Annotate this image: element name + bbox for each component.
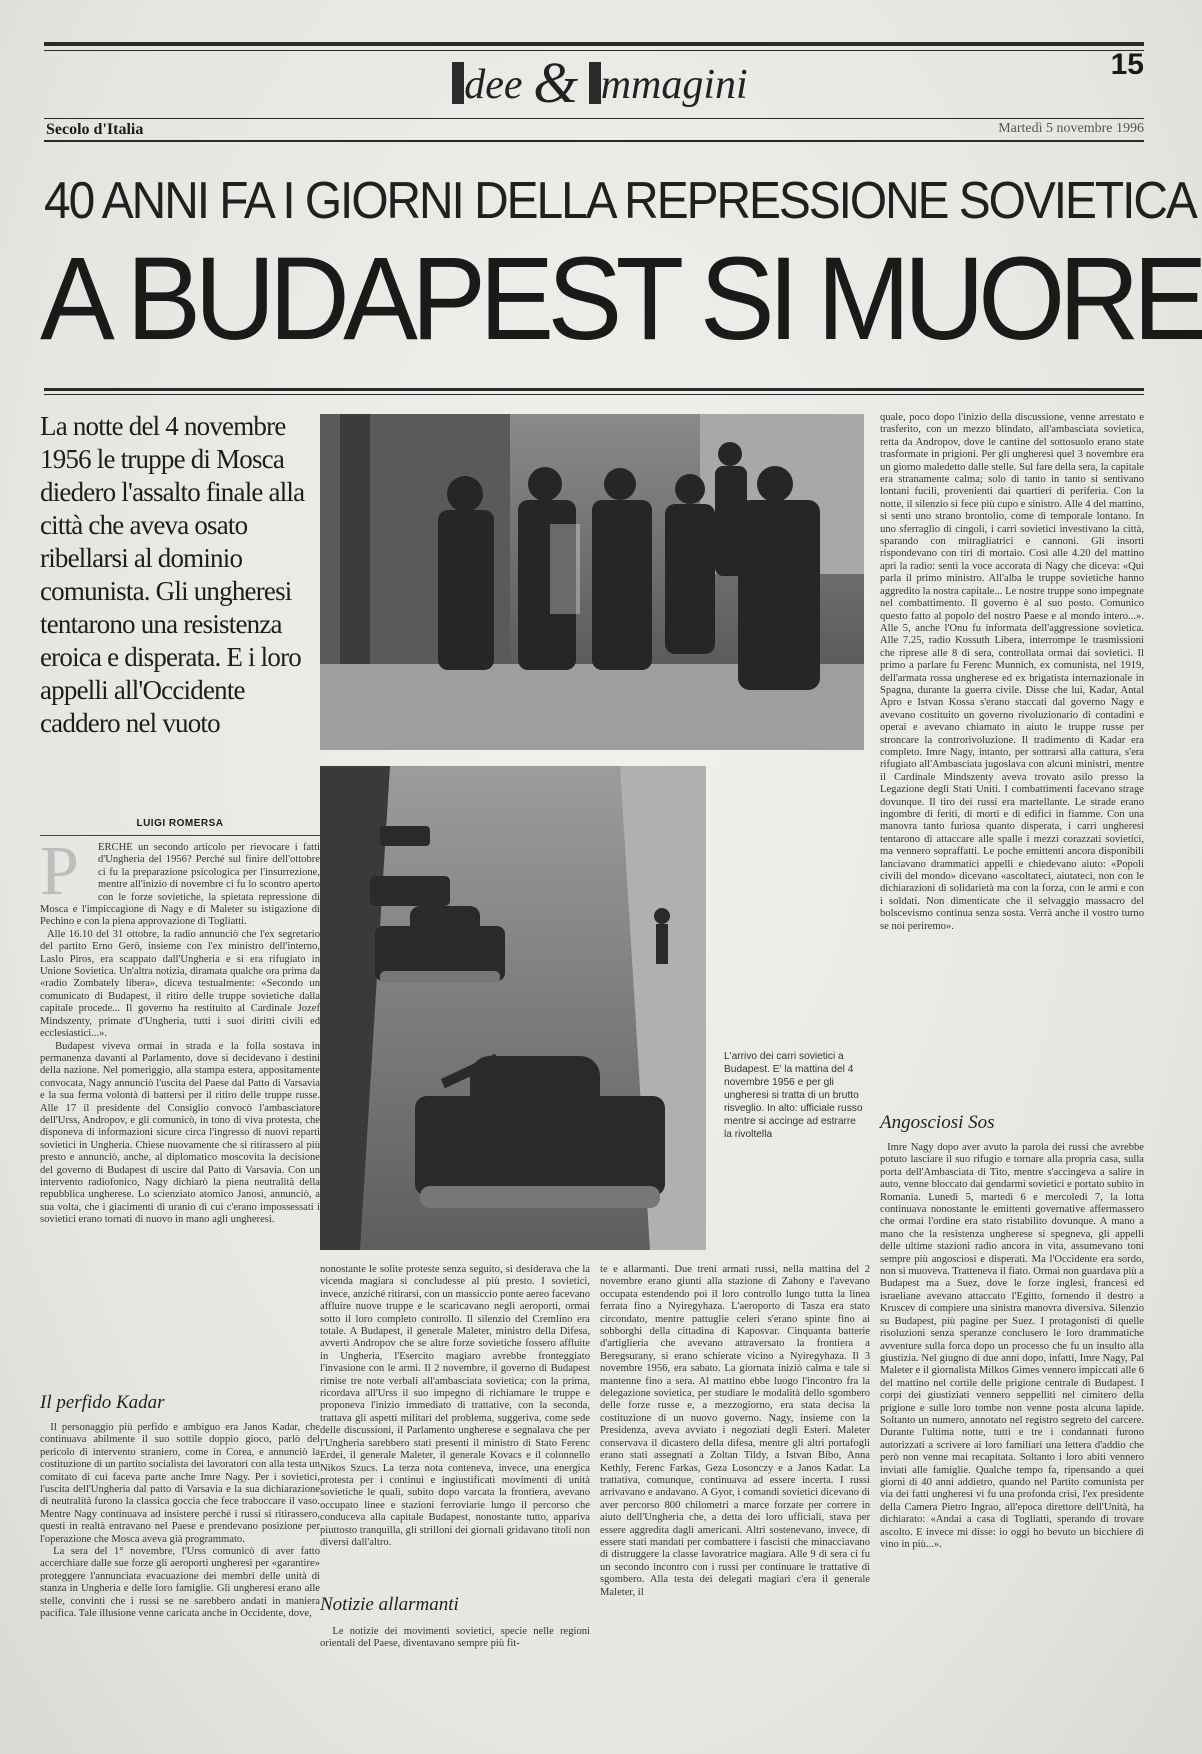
section-title-bar-icon bbox=[452, 62, 464, 104]
column-4-end bbox=[880, 1142, 1144, 1732]
photo-soviet-tanks-image bbox=[320, 766, 706, 1250]
issue-date: Martedì 5 novembre 1996 bbox=[998, 121, 1144, 136]
column-1-end bbox=[40, 1422, 320, 1732]
column-3-text bbox=[600, 1264, 870, 1704]
paragraph: te e allarmanti. Due treni armati russi, nella mattina del 2 novembre erano giunti alla stazione di Zahony e l'avevano occupata estendendo poi il loro controllo lungo tutta la linea ferrata fino a Nyiregyhaza. L'aeroporto di Tasza era stato circondato, mentre pattuglie celeri s'erano spinte fino ai sobborghi della cittadina di Kaposvar. Cinquanta batterie d'artiglieria che avevano attraversato la frontiera a Beregsurany, si erano schierate vicino a Nyiregyhaza. Il 3 novembre 1956, era sabato. La giornata iniziò calma e tale si mantenne fino a sera. Al mattino ebbe luogo l'incontro fra la delegazione sovietica, per studiare le modalità dello sgombero delle forze russe e, a mezzogiorno, era stata decisa la costituzione di un nuovo governo. Nagy, insieme con la Presidenza, aveva avviato i negoziati degli Esteri. Maleter conservava il dicastero della difesa, mentre gli altri portafogli erano stati assegnati a Zoltan Tildy, a Istvan Bibo, Anna Kethly, Ferenc Farkas, Geza Losonczy e a Janos Kadar. La trattativa, comunque, continuava ad essere incerta. I russi arrivavano e andavano. A Gyor, i comandi sovietici dicevano di aver percorso 800 chilometri a marce forzate per correre in aiuto dell'Ungheria che, a detta dei loro ufficiali, stava per essere aggredita dagli americani. Altri sostenevano, invece, di essere stati mandati per combattere i fascisti che minacciavano di distruggere la classe lavoratrice magiara. Alle 9 di sera ci fu un secondo incontro con i russi per continuare le trattative di sgombero. Alla testa dei delegati magiari c'era il generale Maleter, il bbox=[600, 1264, 870, 1598]
drop-cap: P bbox=[40, 842, 79, 910]
page-number: 15 bbox=[1110, 48, 1144, 81]
paragraph: ERCHÉ un secondo articolo per rievocare i fatti d'Ungheria del 1956? Perché sul finire dell'ottobre ci fu la preparazione psicologica per l'insurrezione, mentre all'inizio di novembre ci fu lo scontro aperto con le forze sovietiche, la spietata repressione di Mosca e l'impiccagione di Nagy e di Maleter su istigazione di Pechino e con la piena approvazione di Togliatti. bbox=[40, 842, 320, 928]
column-1-intro bbox=[40, 842, 320, 1347]
photo-caption: L'arrivo dei carri sovietici a Budapest. E' la mattina del 4 novembre 1956 e per gli ungheresi si tratta di un brutto risveglio. In alto: ufficiale russo mentre si accinge ad estrarre la rivoltella bbox=[724, 1051, 863, 1140]
paragraph: Il personaggio più perfido e ambiguo era Janos Kadar, che continuava abilmente il suo sottile doppio gioco, parlò del pericolo di intervento straniero, come in Corea, e annunciò la costituzione di un partito socialista dei lavoratori con alla testa un comitato di cui faceva parte anche Imre Nagy. Per i sovietici, l'uscita dell'Ungheria dal patto di Varsavia e la sua dichiarazione di neutralità furono la classica goccia che fece traboccare il vaso. Mentre Nagy continuava ad insistere perché i russi si ritirassero, questi in realtà entravano nel Paese e prendevano posizione per l'operazione che Mosca aveva già programmato. bbox=[40, 1422, 320, 1545]
section-title-second: mmagini bbox=[600, 62, 748, 108]
section-title-first: dee bbox=[464, 62, 523, 108]
paragraph: Budapest viveva ormai in strada e la folla sostava in permanenza davanti al Parlamento, dove si decidevano i destini della nazione. Nel pomeriggio, alla stampa estera, appositamente convocata, Nagy annunciò l'uscita del Paese dal Patto di Varsavia e la sua ferma volontà di battersi per il ritiro delle truppe russe. Alle 17 il presidente del Consiglio convocò l'ambasciatore dell'Urss, Andropov, e gli comunicò, in tono di viva protesta, che disponeva di informazioni sicure circa l'ingresso di nuovi reparti sovietici in Ungheria. Chiese nuovamente che si ritirassero al più presto e annunciò, anche, al diplomatico moscovita la decisione del governo di Budapest di uscire dal Patto di Varsavia. Con un intervento radiofonico, Nagy dichiarò la piena neutralità della repubblica ungherese. Lo scienziato atomico Janosi, annunciò, a sua volta, che i giacimenti di uranio di cui c'erano impossessati i sovietici erano tornati di nuovo in mano agli ungheresi. bbox=[40, 1040, 320, 1226]
section-title-ampersand: & bbox=[533, 50, 579, 115]
subheading-kadar: Il perfido Kadar bbox=[40, 1392, 165, 1413]
paragraph: Imre Nagy dopo aver avuto la parola dei russi che avrebbe potuto lasciare il suo rifugio e tornare alla propria casa, sulla porta dell'Ambasciata di Tito, mentre s'accingeva a salire in auto, venne bloccato dai gendarmi sovietici e portato subito in Romania. Lunedì 5, martedì 6 e mercoledì 7, la lotta continuava nonostante le emittenti governative affermassero che ormai l'ordine era stato ristabilito dovunque. A mano a mano che la resistenza ungherese si spegneva, gli appelli delle ultime stazioni radio ancora in vita, assumevano toni sempre più angosciosi e disperati. Ma l'Occidente era sordo, non si muoveva. Tratteneva il fiato. Ormai non guardava più a Budapest ma a Suez, dove le forze inglesi, francesi ed israeliane avevano attaccato l'Egitto, fornendo il destro a Kruscev di compiere una sinistra manovra diversiva. Silenzio su Budapest, più pagine per Suez. I protagonisti di quelle risoluzioni senza speranze conclusero le loro drammatiche avventure sulla forca dopo un processo che fu un insulto alla giustizia. Nel giugno di due anni dopo, infatti, Imre Nagy, Pal Maleter e il giornalista Milkos Gimes vennero impiccati alle 6 del mattino nel cortile delle prigione centrale di Budapest. I corpi dei giustiziati vennero seppelliti nel cimitero della prigione e sulle loro tombe non venne posta alcuna lapide. Soltanto un numero, annotato nel registro segreto del carcere. Durante l'ultima notte, tutti e tre i condannati furono autorizzati a scrivere ai loro familiari una lettera d'addio che però non venne mai recapitata. Soltanto i loro abiti vennero inviati alle famiglie. Qualche tempo fa, ripensando a quei giorni di 40 anni addietro, quando nel Partito comunista per via dei fatti ungheresi vi fu una profonda crisi, l'ex presidente della Camera Pietro Ingrao, all'epoca direttore dell'Unità, ha dichiarato: «Andai a casa di Togliatti, sperando di trovare ascolto. E invece mi disse: io oggi ho bevuto un bicchiere di vino in più...». bbox=[880, 1142, 1144, 1550]
lead-summary: La notte del 4 novembre 1956 le truppe di Mosca diedero l'assalto finale alla città che aveva osato ribellarsi al dominio comunista. Gli ungheresi tentarono una resistenza eroica e disperata. E i loro appelli all'Occidente caddero nel vuoto bbox=[40, 411, 305, 738]
photo-soviet-officers-image bbox=[320, 414, 864, 750]
top-rule bbox=[44, 42, 1144, 46]
photo-soviet-tanks bbox=[320, 766, 706, 1250]
column-2-end bbox=[320, 1626, 590, 1676]
paper-name: Secolo d'Italia bbox=[46, 121, 144, 138]
masthead-rule bbox=[44, 118, 1144, 119]
headline-rule-thin bbox=[44, 394, 1144, 395]
column-2-text bbox=[320, 1264, 590, 1584]
section-title bbox=[400, 48, 800, 118]
paragraph: nonostante le solite proteste senza seguito, si desiderava che la vicenda magiara si concludesse al più presto. I sovietici, invece, anziché ritirarsi, con un massiccio ponte aereo facevano affluire nuove truppe e le scaricavano negli aeroporti, ormai sotto il loro completo controllo. Il silenzio del Cremlino era totale. A Budapest, il generale Maleter, ministro della Difesa, avvertì Andropov che se altre forze sovietiche fossero affluite in Ungheria, l'Esercito magiaro avrebbe fronteggiato l'invasione con le armi. Il 2 novembre, il governo di Budapest rimise tre note verbali all'ambasciata sovietica; con la prima, ricordava all'Urss il suo impegno di richiamare le truppe e proponeva l'inizio immediato di trattative, con la seconda, trattava gli aspetti militari del problema, suggeriva, come sede delle discussioni, il Parlamento ungherese e segnalava che per l'Ungheria sarebbero stati presenti il ministro di Stato Ferenc Erdei, il generale Maleter, il generale Kovacs e il colonnello Nikos Szucs. La terza nota conteneva, invece, una energica protesta per i continui e ingiustificati movimenti di unità sovietiche le quali, subito dopo varcata la frontiera, avevano occupato linee e stazioni ferroviarie lungo il percorso che conduceva alla capitale Budapest, nonostante tutto, appariva piuttosto tranquilla, gli strilloni dei giornali gridavano titoli non diversi dall'altro. bbox=[320, 1264, 590, 1548]
main-headline: A BUDAPEST SI MUORE bbox=[40, 233, 1202, 365]
paragraph: Alle 16.10 del 31 ottobre, la radio annunciò che l'ex segretario del partito Erno Gerö, insieme con l'ex ministro dell'interno, Laslo Piros, era scappato dall'Ungheria e si era rifugiato in Unione Sovietica. Un'altra notizia, diramata qualche ora prima da «radio Zombately libera», diceva testualmente: «Secondo un comunicato di Budapest, il ritiro delle truppe sovietiche dalla capitale procede... Il governo ha restituito al Cardinale Jozef Mindszenty, primate d'Ungheria, tutti i suoi diritti civili ed ecclesiastici...». bbox=[40, 928, 320, 1040]
kicker-headline: 40 ANNI FA I GIORNI DELLA REPRESSIONE SOVIETICA bbox=[44, 172, 1196, 230]
headline-rule bbox=[44, 388, 1144, 391]
section-title-bar-icon bbox=[589, 62, 601, 104]
photo-soviet-officers bbox=[320, 414, 864, 750]
paragraph: quale, poco dopo l'inizio della discussione, venne arrestato e trasferito, con un mezzo blindato, all'ambasciata sovietica, retta da Andropov, dove le cantine del sottosuolo erano state trasformate in prigioni. Per gli ungheresi quel 3 novembre era un giorno maledetto dalle stelle. Sul fare della sera, la capitale era stranamente calma; solo di tanto in tanto si sentivano lontani fucili, provenienti dai quartieri di periferia. Con la notte, il silenzio si fece più cupo e sinistro. Alle 4 del mattino, si sentì uno strano brontolio, come di temporale lontano. In uno sferraglìo di cingoli, i carri sovietici investivano la città, sparando con mitragliatrici e cannoni. Gli insorti rispondevano con tiri di mortaio. Così alle 4.20 del mattino aprì la radio: sentì la voce accorata di Nagy che diceva: «Qui parla il primo ministro. All'alba le truppe sovietiche hanno aggredito la nostra capitale... Le nostre truppe sono impegnate nel combattimento. Il governo è al suo posto. Comunico questo fatto al popolo del nostro Paese e al mondo intero...». Alle 5, anche l'Onu fu informata dell'aggressione sovietica. Alle 7.25, radio Kossuth Libera, interrompe le trasmissioni che riprese alle 8 di sera, controllata ormai dai sovietici. Il primo a parlare fu Ferenc Munnich, ex comunista, nel 1919, dell'armata rossa ungherese ed ex brigatista internazionale in Spagna, durante la guerra civile. Disse che lui, Kadar, Antal Apro e Istvan Kossa s'erano staccati dal governo Nagy e avevano costituito un governo rivoluzionario di contadini e operai e avevano chiamato in aiuto le truppe russe per stroncare la controrivoluzione. Il tradimento di Kadar era completo. Imre Nagy, intanto, per sottrarsi alla cattura, s'era rifugiato all'Ambasciata jugoslava con alcuni ministri, mentre il Cardinale Mindszenty aveva trovato asilo presso la Legazione degli Stati Uniti. I combattimenti facevano strage dovunque. Il tiro dei russi era martellante. Le strade erano ingombre di feriti, di morti e di edifici in fiamme. Con una manovra tanto furiosa quanto disperata, i carri ungheresi tentarono di attaccare alle spalle i mezzi corazzati sovietici, ma vennero sopraffatti. Le poche emittenti ancora disponibili lanciavano drammatici appelli e chiedevano aiuto: «Popoli civili del mondo» dicevano «ascoltateci, aiutateci, non con le dichiarazioni di solidarietà ma con la forza, con le armi e con i soldati. Non dimenticate che il selvaggio massacro del bolscevismo continua senza sosta. Verrà anche il vostro turno se noi periremo». bbox=[880, 412, 1144, 932]
author-byline: LUIGI ROMERSA bbox=[40, 818, 320, 836]
paragraph: La sera del 1° novembre, l'Urss comunicò di aver fatto accerchiare dalle sue forze gli aeroporti ungheresi per «garantire» proteggere l'annunciata evacuazione dei membri delle unità di stanza in Ungheria e delle loro famiglie. Gli ungheresi erano alle stelle, convinti che i russi se ne sarebbero andati in maniera pacifica. Tale illusione venne caricata anche in Occidente, dove, bbox=[40, 1546, 320, 1620]
paragraph: Le notizie dei movimenti sovietici, specie nelle regioni orientali del Paese, diventavano sempre più fit- bbox=[320, 1626, 590, 1650]
subheading-notizie: Notizie allarmanti bbox=[320, 1594, 459, 1615]
column-4-text bbox=[880, 412, 1144, 1107]
subheading-sos: Angosciosi Sos bbox=[880, 1112, 995, 1133]
